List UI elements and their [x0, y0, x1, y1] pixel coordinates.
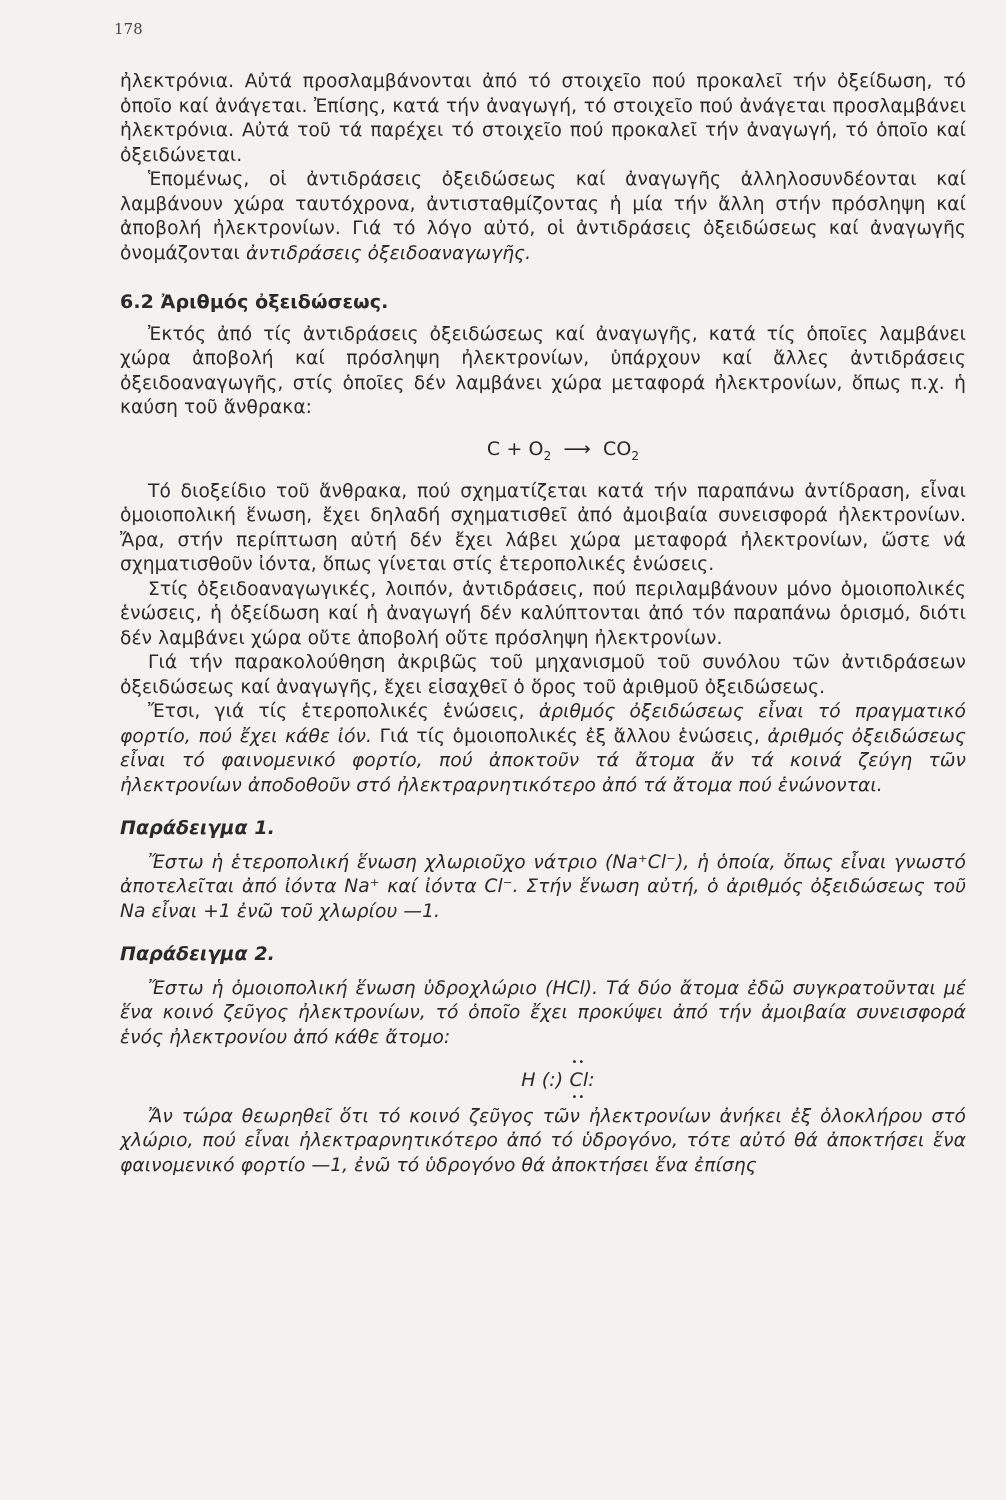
- term-redox-reactions: ἀντιδράσεις ὀξειδοαναγωγῆς.: [245, 242, 532, 264]
- reaction-arrow-icon: ⟶: [563, 437, 591, 460]
- paragraph-3: Ἐκτός ἀπό τίς ἀντιδράσεις ὀξειδώσεως καί ἀναγωγῆς, κατά τίς ὁποῖες λαμβάνει χώρα ἀποβολή καί πρόσληψη ἠλεκτρονίων, ὑπάρχουν καί ἄλλες ἀντιδράσεις ὀξειδοαναγωγῆς, στίς ὁποῖες δέν λαμβάνει χώρα μεταφορά ἠλεκτρονίων, ὅπως π.χ. ἡ καύση τοῦ ἄνθρακα:: [120, 323, 966, 418]
- lewis-structure-hcl: [120, 1057, 966, 1103]
- equation-reactants: C + O: [486, 437, 544, 460]
- lewis-right-dots: :: [588, 1069, 595, 1092]
- lewis-bottom-dots: ••: [571, 1091, 586, 1103]
- lewis-shared-pair: (:): [541, 1069, 564, 1092]
- paragraph-5: Στίς ὀξειδοαναγωγικές, λοιπόν, ἀντιδράσεις, πού περιλαμβάνουν μόνο ὁμοιοπολικές ἑνώσεις, ἡ ὀξείδωση καί ἡ ἀναγωγή δέν καλύπτονται ἀπό τόν παραπάνω ὁρισμό, διότι δέν λαμβάνει χώρα οὔτε ἀποβολή οὔτε πρόσληψη ἠλεκτρονίων.: [120, 578, 966, 649]
- example-1-text: [120, 851, 966, 925]
- example-1-body: Ἔστω ἡ ἑτεροπολική ἕνωση χλωριοῦχο νάτριο (Na⁺Cl⁻), ἡ ὁποία, ὅπως εἶναι γνωστό ἀποτελεῖται ἀπό ἰόντα Na⁺ καί ἰόντα Cl⁻. Στήν ἕνωση αὐτή, ὁ ἀριθμός ὀξειδώσεως τοῦ Na εἶναι +1 ἐνῶ τοῦ χλωρίου —1.: [120, 851, 966, 922]
- equation-product: CO: [602, 437, 632, 460]
- equation-product-subscript: 2: [631, 448, 640, 463]
- example-1-title: Παράδειγμα 1.: [120, 817, 275, 840]
- lewis-hydrogen: H: [521, 1069, 536, 1092]
- combustion-equation: [120, 437, 966, 468]
- page-body: [120, 70, 966, 1178]
- definition-covalent: ἀριθμός ὀξειδώσεως εἶναι τό φαινομενικό φορτίο, πού ἀποκτοῦν τά ἄτομα ἄν τά κοινά ζεύγη τῶν ἠλεκτρονίων ἀποδοθοῦν στό ἠλεκτραρνητικότερο ἀπό τά ἄτομα πού ἑνώνονται.: [120, 725, 966, 796]
- lewis-top-dots: ••: [571, 1057, 586, 1069]
- example-2-text: [120, 977, 966, 1051]
- paragraph-4: Τό διοξείδιο τοῦ ἄνθρακα, πού σχηματίζεται κατά τήν παραπάνω ἀντίδραση, εἶναι ὁμοιοπολική ἕνωση, ἔχει δηλαδή σχηματισθεῖ ἀπό ἀμοιβαία συνεισφορά ἠλεκτρονίων. Ἄρα, στήν περίπτωση αὐτή δέν ἔχει λάβει χώρα μεταφορά ἠλεκτρονίων, ὥστε νά σχηματισθοῦν ἰόντα, ὅπως γίνεται στίς ἑτεροπολικές ἑνώσεις.: [120, 480, 966, 576]
- paragraph-final: [120, 1105, 966, 1179]
- paragraph-6: Γιά τήν παρακολούθηση ἀκριβῶς τοῦ μηχανισμοῦ τοῦ συνόλου τῶν ἀντιδράσεων ὀξειδώσεως καί ἀναγωγῆς, ἔχει εἰσαχθεῖ ὁ ὅρος τοῦ ἀριθμοῦ ὀξειδώσεως.: [120, 652, 966, 698]
- paragraph-7-intro: Ἔτσι, γιά τίς ἑτεροπολικές ἑνώσεις,: [148, 701, 525, 723]
- paragraph-2: [120, 168, 966, 266]
- example-2-title: Παράδειγμα 2.: [120, 943, 275, 966]
- lewis-chlorine-group: [569, 1057, 595, 1103]
- paragraph-final-body: Ἄν τώρα θεωρηθεῖ ὅτι τό κοινό ζεῦγος τῶν ἠλεκτρονίων ἀνήκει ἐξ ὁλοκλήρου στό χλώριο, πού εἶναι ἠλεκτραρνητικότερο ἀπό τό ὑδρογόνο, τότε αὐτό θά ἀποκτήσει ἕνα φαινομενικό φορτίο —1, ἐνῶ τό ὑδρογόνο θά ἀποκτήσει ἕνα ἐπίσης: [120, 1105, 966, 1176]
- example-2-body: Ἔστω ἡ ὁμοιοπολική ἕνωση ὑδροχλώριο (HCl). Τά δύο ἄτομα ἐδῶ συγκρατοῦνται μέ ἕνα κοινό ζεῦγος ἠλεκτρονίων, τό ὁποῖο ἔχει προκύψει ἀπό τήν ἀμοιβαία συνεισφορά ἑνός ἠλεκτρονίου ἀπό κάθε ἄτομο:: [120, 977, 966, 1048]
- paragraph-1: ἠλεκτρόνια. Αὐτά προσλαμβάνονται ἀπό τό στοιχεῖο πού προκαλεῖ τήν ὀξείδωση, τό ὁποῖο καί ἀνάγεται. Ἐπίσης, κατά τήν ἀναγωγή, τό στοιχεῖο πού ἀνάγεται προσλαμβάνει ἠλεκτρόνια. Αὐτά τοῦ τά παρέχει τό στοιχεῖο πού προκαλεῖ τήν ἀναγωγή, τό ὁποῖο καί ὀξειδώνεται.: [120, 71, 966, 166]
- definition-ionic: ἀριθμός ὀξειδώσεως εἶναι τό πραγματικό φορτίο, πού ἔχει κάθε ἰόν.: [120, 701, 966, 747]
- paragraph-7-mid: Γιά τίς ὁμοιοπολικές ἐξ ἄλλου ἑνώσεις,: [379, 725, 760, 747]
- paragraph-2-text: Ἑπομένως, οἱ ἀντιδράσεις ὀξειδώσεως καί ἀναγωγῆς ἀλληλοσυνδέονται καί λαμβάνουν χώρα ταυτόχρονα, ἀντισταθμίζοντας ἡ μία τήν ἄλλη στήν πρόσληψη καί ἀποβολή ἠλεκτρονίων. Γιά τό λόγο αὐτό, οἱ ἀντιδράσεις ὀξειδώσεως καί ἀναγωγῆς ὀνομάζονται: [120, 169, 966, 264]
- section-heading: 6.2 Ἀριθμός ὀξειδώσεως.: [120, 291, 389, 313]
- page-number: 178: [114, 20, 143, 38]
- equation-reactant-subscript: 2: [543, 448, 552, 463]
- paragraph-7: [120, 700, 966, 798]
- lewis-chlorine: Cl: [569, 1069, 589, 1092]
